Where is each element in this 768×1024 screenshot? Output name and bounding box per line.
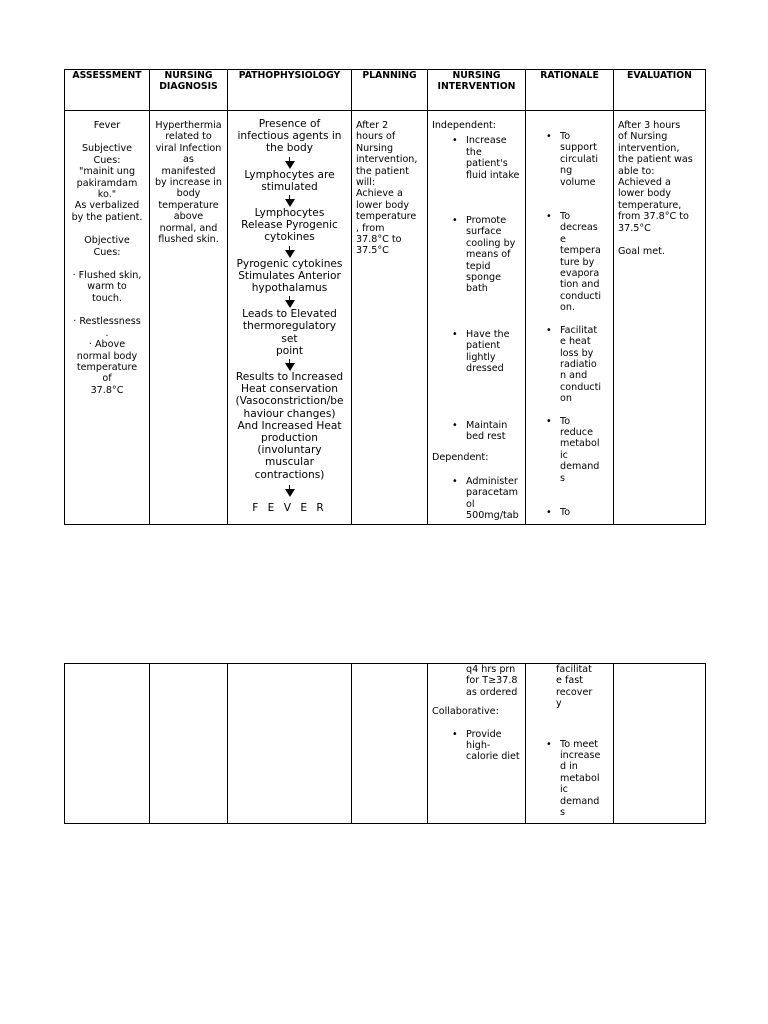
text-line: Maintain <box>466 419 508 431</box>
text-line: Facilitat <box>560 324 598 336</box>
text-line: • <box>452 215 458 227</box>
text-line: body <box>176 188 201 200</box>
text-line: · Flushed skin, <box>72 270 142 282</box>
text-line: 500mg/tab <box>466 509 519 521</box>
text-line: volume <box>560 176 596 188</box>
text-line: intervention, <box>356 154 418 166</box>
text-line: e <box>560 233 566 245</box>
text-line: Release Pyrogenic <box>241 219 338 232</box>
rationale-cell <box>526 111 614 525</box>
header-planning <box>352 70 428 111</box>
text-line: s <box>560 472 565 484</box>
text-line: Nursing <box>356 142 394 154</box>
text-line: contractions) <box>254 468 325 481</box>
text-line: • <box>546 211 552 223</box>
text-line: Lymphocytes <box>254 207 325 220</box>
text-line: high- <box>466 740 491 752</box>
down-arrow-icon <box>284 157 296 168</box>
text-line: bed rest <box>466 430 506 442</box>
continuation-row <box>65 664 706 824</box>
text-line: e heat <box>560 336 591 348</box>
header-row <box>65 70 706 111</box>
down-arrow-icon <box>284 296 296 307</box>
header-assessment <box>65 70 150 111</box>
text-line: To <box>560 415 571 427</box>
text-line: • <box>546 415 552 427</box>
rationale-item <box>526 325 609 405</box>
down-arrow-icon <box>284 359 296 370</box>
text-line: normal body <box>76 350 138 362</box>
text-line: · Above <box>88 339 126 351</box>
planning-cell-continued <box>352 664 428 824</box>
text-line: NURSING <box>452 70 501 81</box>
rationale-item <box>526 131 609 188</box>
text-line: by the patient. <box>71 211 143 223</box>
rationale-item <box>526 739 609 819</box>
text-line: decreas <box>560 222 598 234</box>
intervention-item <box>432 420 521 443</box>
text-line: EVALUATION <box>627 70 692 81</box>
text-line: of Nursing <box>618 131 668 143</box>
text-line: demand <box>560 795 600 807</box>
text-line: Fever <box>93 120 121 131</box>
diagnosis-cell-continued <box>150 664 228 824</box>
text-line: • <box>452 475 458 487</box>
text-line: by increase in <box>154 177 223 189</box>
text-line: warm to <box>87 281 127 293</box>
pathophysiology-cell-continued <box>228 664 352 824</box>
dependent-label: Dependent: <box>432 452 489 464</box>
text-line: intervention, <box>618 142 680 154</box>
text-line: Lymphocytes are <box>244 168 335 181</box>
text-line: for T≥37.8 <box>466 675 518 687</box>
text-line: After 2 <box>356 120 389 131</box>
text-line: 37.5°C <box>618 222 651 234</box>
text-line: patient <box>466 340 501 352</box>
rationale-item <box>526 211 609 314</box>
text-line: F E V E R <box>252 501 327 514</box>
intervention-cell-continued <box>428 664 526 824</box>
text-line: Cues: <box>93 154 121 166</box>
text-line: To <box>560 131 571 142</box>
header-nursing-diagnosis <box>150 70 228 111</box>
text-line: Promote <box>466 215 507 227</box>
text-line: • <box>546 131 552 142</box>
text-line: PLANNING <box>362 70 417 81</box>
text-line: on <box>560 393 572 405</box>
header-evaluation <box>614 70 706 111</box>
text-line: conducti <box>560 381 602 393</box>
header-nursing-intervention <box>428 70 526 111</box>
text-line: n and <box>560 370 588 382</box>
intervention-cell <box>428 111 526 525</box>
text-line: PATHOPHYSIOLOGY <box>238 70 341 81</box>
text-line: the patient was <box>618 154 693 166</box>
text-line: y <box>556 698 562 710</box>
text-line: surface <box>466 226 502 238</box>
text-line: the <box>466 146 482 158</box>
text-line: tempera <box>560 245 601 257</box>
text-line: • <box>452 328 458 340</box>
text-line: touch. <box>91 292 123 304</box>
header-rationale <box>526 70 614 111</box>
down-arrow-icon <box>284 195 296 206</box>
text-line: related to <box>165 131 212 143</box>
text-line: ic <box>560 449 568 461</box>
text-line: Achieve a <box>356 188 403 200</box>
text-line: bath <box>466 283 488 295</box>
diagnosis-cell <box>150 111 228 525</box>
text-line: metabol <box>560 438 600 450</box>
text-line: temperature <box>356 211 417 223</box>
text-line: increase <box>560 750 601 762</box>
down-arrow-icon <box>284 485 296 496</box>
text-line: NURSING <box>164 70 213 81</box>
text-line: Provide <box>466 728 502 740</box>
text-line: Presence of <box>258 118 321 130</box>
rationale-cell-continued <box>526 664 614 824</box>
text-line: on. <box>560 302 575 314</box>
evaluation-cell <box>614 111 706 525</box>
text-line: • <box>546 324 552 336</box>
text-line: As verbalized <box>74 200 140 212</box>
planning-cell <box>352 111 428 525</box>
text-line: as ordered <box>466 686 518 698</box>
text-line: , from <box>356 222 385 234</box>
text-line: infectious agents in <box>237 130 342 143</box>
text-line: • <box>546 738 552 750</box>
text-line: After 3 hours <box>618 120 681 131</box>
text-line: of <box>102 373 112 385</box>
text-line: support <box>560 142 597 154</box>
text-line: ture by <box>560 256 595 268</box>
text-line: lightly <box>466 351 496 363</box>
text-line: cooling by <box>466 237 516 249</box>
text-line: ol <box>466 498 475 510</box>
text-line: Administer <box>466 475 518 487</box>
text-line: lower body <box>618 188 672 200</box>
text-line: evapora <box>560 268 600 280</box>
text-line: • <box>452 135 458 147</box>
text-line: RATIONALE <box>540 70 599 81</box>
text-line: temperature, <box>618 199 682 211</box>
text-line: temperature <box>76 361 138 373</box>
text-line: stimulated <box>261 180 318 193</box>
text-line: the body <box>266 142 313 155</box>
text-line: Have the <box>466 328 510 340</box>
intervention-item <box>432 329 521 375</box>
text-line: To <box>560 506 571 518</box>
text-line: INTERVENTION <box>437 80 516 92</box>
text-line: paracetam <box>466 487 518 499</box>
text-line: point <box>275 344 304 357</box>
text-line: hypothalamus <box>251 282 328 295</box>
text-line: "mainit ung <box>78 166 136 178</box>
text-line: 37.8°C to <box>356 234 402 246</box>
text-line: To <box>560 211 571 223</box>
text-line: dressed <box>466 363 504 375</box>
text-line: e fast <box>556 675 583 687</box>
text-line: d in <box>560 761 578 773</box>
care-plan-table-page-1 <box>64 69 706 525</box>
text-line: Hyperthermia <box>155 120 222 131</box>
text-line: • <box>452 419 458 431</box>
assessment-cell <box>65 111 150 525</box>
text-line: Pyrogenic cytokines <box>236 257 343 270</box>
text-line: flushed skin. <box>158 234 219 246</box>
text-line: from 37.8°C to <box>618 211 689 223</box>
body-row <box>65 111 706 525</box>
text-line: sponge <box>466 272 502 284</box>
intervention-item <box>432 729 521 763</box>
header-pathophysiology <box>228 70 352 111</box>
text-line: ASSESSMENT <box>72 70 142 81</box>
intervention-item <box>432 215 521 295</box>
text-line: ic <box>560 784 568 796</box>
text-line: pakiramdam <box>76 177 138 189</box>
text-line: loss by <box>560 347 594 359</box>
text-line: Goal met. <box>618 246 665 258</box>
text-line: demand <box>560 461 600 473</box>
text-line: And Increased Heat <box>237 419 342 432</box>
text-line: facilitat <box>556 664 592 675</box>
text-line: 37.5°C <box>356 245 389 257</box>
text-line: Subjective <box>81 143 133 155</box>
text-line: Increase <box>466 135 507 147</box>
text-line: fluid intake <box>466 169 520 181</box>
text-line: above <box>173 211 204 223</box>
rationale-item <box>526 416 609 484</box>
text-line: Achieved a <box>618 177 671 189</box>
collaborative-label: Collaborative: <box>432 706 499 718</box>
text-line: (involuntary <box>257 444 322 457</box>
text-line: normal, and <box>159 222 218 234</box>
text-line: . <box>105 327 109 339</box>
text-line: Objective <box>84 235 130 247</box>
text-line: temperature <box>158 199 219 211</box>
text-line: able to: <box>618 165 655 177</box>
text-line: manifested <box>161 165 216 177</box>
text-line: means of <box>466 249 511 261</box>
text-line: • <box>546 506 552 518</box>
text-line: Cues: <box>93 246 121 258</box>
text-line: s <box>560 807 565 819</box>
text-line: Heat conservation <box>241 383 338 396</box>
text-line: haviour changes) <box>243 407 336 420</box>
text-line: production <box>261 432 318 445</box>
text-line: DIAGNOSIS <box>159 80 218 92</box>
text-line: Results to Increased <box>235 371 344 384</box>
text-line: • <box>452 728 458 740</box>
text-line: as <box>183 154 194 166</box>
down-arrow-icon <box>284 246 296 257</box>
text-line: patient's <box>466 158 508 170</box>
text-line: To meet <box>560 738 599 750</box>
text-line: the patient <box>356 165 409 177</box>
pathophysiology-cell <box>228 111 352 525</box>
rationale-item <box>526 507 609 518</box>
text-line: lower body <box>356 199 410 211</box>
text-line: q4 hrs prn <box>466 664 516 675</box>
text-line: tepid <box>466 260 491 272</box>
text-line: 37.8°C <box>90 384 124 396</box>
text-line: (Vasoconstriction/be <box>235 395 344 408</box>
text-line: ng <box>560 165 573 177</box>
text-line: radiatio <box>560 358 597 370</box>
text-line: muscular <box>265 456 314 469</box>
text-line: thermoregulatory set <box>242 320 337 345</box>
text-line: will: <box>356 177 376 189</box>
text-line: tion and <box>560 279 600 291</box>
intervention-item <box>432 135 521 181</box>
evaluation-cell-continued <box>614 664 706 824</box>
care-plan-table-page-2 <box>64 663 706 824</box>
intervention-item <box>432 476 521 522</box>
text-line: hours of <box>356 131 396 143</box>
text-line: recover <box>556 686 593 698</box>
text-line: circulati <box>560 153 599 165</box>
independent-label: Independent: <box>432 120 497 131</box>
text-line: calorie diet <box>466 751 520 763</box>
text-line: Leads to Elevated <box>242 308 337 321</box>
text-line: · Restlessness <box>73 316 141 328</box>
assessment-cell-continued <box>65 664 150 824</box>
text-line: viral Infection <box>155 142 222 154</box>
text-line: conducti <box>560 290 602 302</box>
text-line: cytokines <box>264 231 315 244</box>
text-line: reduce <box>560 426 593 438</box>
text-line: ko." <box>97 189 117 201</box>
text-line: Stimulates Anterior <box>238 269 341 282</box>
text-line: metabol <box>560 772 600 784</box>
